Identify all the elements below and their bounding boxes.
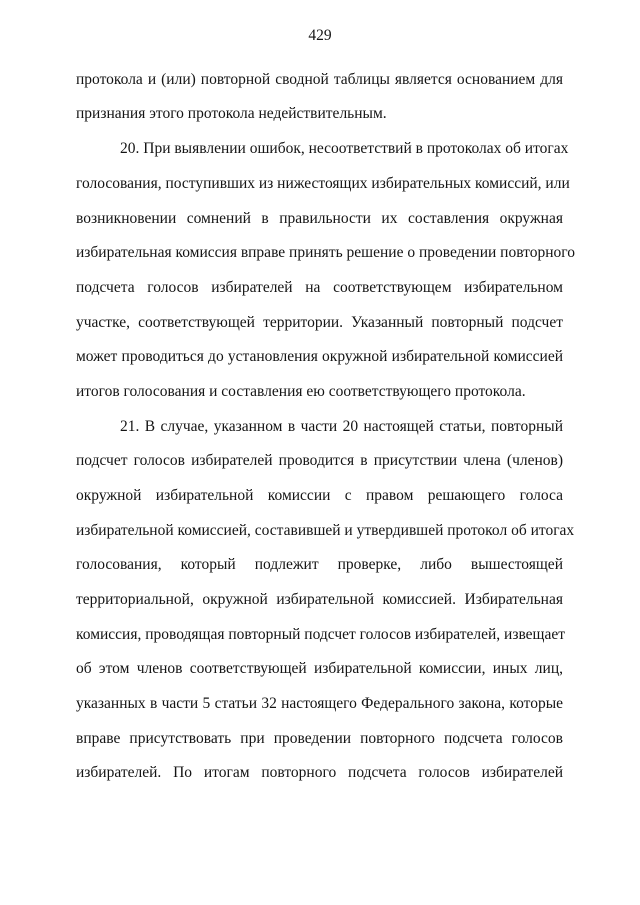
text-line: подсчет голосов избирателей проводится в присутствии члена (членов)	[76, 452, 563, 469]
text-line: избирательная комиссия вправе принять решение о проведении повторного	[76, 244, 575, 261]
text-line: комиссия, проводящая повторный подсчет голосов избирателей, извещает	[76, 626, 566, 643]
text-line: указанных в части 5 статьи 32 настоящего Федерального закона, которые	[76, 695, 563, 712]
text-line: вправе присутствовать при проведении повторного подсчета голосов	[76, 730, 563, 747]
text-line: голосования, поступивших из нижестоящих избирательных комиссий, или	[76, 175, 570, 192]
text-line: подсчета голосов избирателей на соответствующем избирательном	[76, 279, 563, 296]
text-line: избирательной комиссией, составившей и утвердившей протокол об итогах	[76, 522, 575, 539]
text-line: территориальной, окружной избирательной комиссией. Избирательная	[76, 591, 563, 608]
text-line: об этом членов соответствующей избирательной комиссии, иных лиц,	[76, 660, 563, 677]
text-line: возникновении сомнений в правильности их составления окружная	[76, 210, 563, 227]
paragraph-21-first-line: 21. В случае, указанном в части 20 настоящей статьи, повторный	[120, 418, 563, 435]
text-line: может проводиться до установления окружной избирательной комиссией	[76, 348, 563, 365]
text-line: избирателей. По итогам повторного подсчета голосов избирателей	[76, 764, 563, 781]
page-number: 429	[308, 27, 332, 44]
text-line: голосования, который подлежит проверке, либо вышестоящей	[76, 556, 563, 573]
text-line: итогов голосования и составления ею соответствующего протокола.	[76, 383, 526, 400]
text-line: участке, соответствующей территории. Указанный повторный подсчет	[76, 314, 563, 331]
text-line: протокола и (или) повторной сводной таблицы является основанием для	[76, 71, 563, 88]
text-line: признания этого протокола недействительным.	[76, 105, 387, 122]
paragraph-20-first-line: 20. При выявлении ошибок, несоответствий в протоколах об итогах	[120, 140, 569, 157]
text-line: окружной избирательной комиссии с правом решающего голоса	[76, 487, 563, 504]
